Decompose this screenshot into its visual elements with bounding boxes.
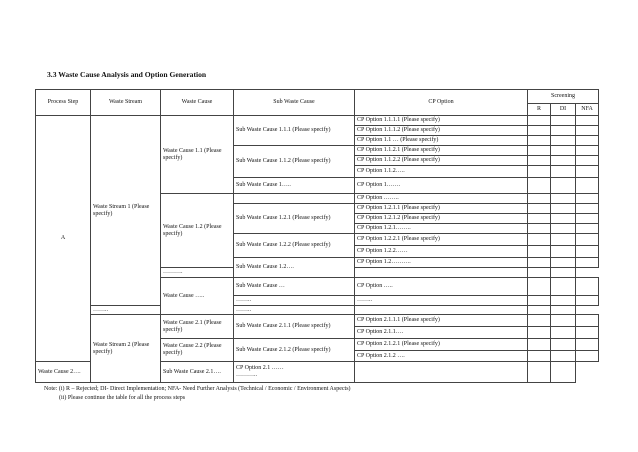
waste-cause-2-2: Waste Cause 2.2 (Please specify) bbox=[161, 339, 234, 362]
screen-nfa[interactable] bbox=[576, 296, 599, 306]
waste-stream-1: Waste Stream 1 (Please specify) bbox=[91, 116, 161, 306]
screen-nfa[interactable] bbox=[576, 327, 599, 339]
screen-nfa[interactable] bbox=[576, 224, 599, 234]
screen-di[interactable] bbox=[551, 339, 576, 351]
screen-nfa[interactable] bbox=[576, 278, 599, 296]
note-line-1: Note: (i) R – Rejected; DI- Direct Implementation; NFA- Need Further Analysis (Technical / Economic / Environment Aspects) bbox=[44, 386, 351, 392]
cp-option: CP Option 1.1.2.1 (Please specify) bbox=[355, 146, 528, 156]
sub-waste-cause-1-x-b: …….. bbox=[91, 306, 161, 315]
cp-option: CP Option 2.1 …… bbox=[236, 365, 284, 371]
header-row bbox=[36, 90, 599, 104]
screen-r[interactable] bbox=[528, 116, 551, 126]
screen-r[interactable] bbox=[528, 234, 551, 246]
screen-di[interactable] bbox=[551, 246, 576, 258]
sub-waste-cause-1-1-2: Sub Waste Cause 1.1.2 (Please specify) bbox=[234, 146, 355, 178]
screen-r[interactable] bbox=[528, 126, 551, 136]
screen-di[interactable] bbox=[551, 351, 576, 362]
cp-option: CP Option ….. bbox=[355, 278, 528, 296]
screen-r[interactable] bbox=[528, 146, 551, 156]
header-waste-cause: Waste Cause bbox=[161, 90, 234, 116]
screen-di[interactable] bbox=[528, 306, 551, 315]
screen-nfa[interactable] bbox=[576, 351, 599, 362]
screen-di[interactable] bbox=[551, 126, 576, 136]
screen-r[interactable] bbox=[528, 246, 551, 258]
screen-di[interactable] bbox=[551, 214, 576, 224]
screen-di[interactable] bbox=[551, 178, 576, 194]
cp-option: CP Option 1.2.1.2 (Please specify) bbox=[355, 214, 528, 224]
screen-nfa[interactable] bbox=[576, 146, 599, 156]
screen-r[interactable] bbox=[528, 327, 551, 339]
header-cp-option: CP Option bbox=[355, 90, 528, 116]
sub-waste-cause-1-2-2: Sub Waste Cause 1.2.2 (Please specify) bbox=[234, 234, 355, 258]
cp-option: CP Option 1.1.2….. bbox=[355, 166, 528, 178]
cp-option: CP Option 2.1.1.1 (Please specify) bbox=[355, 315, 528, 327]
sub-waste-cause-2-1-x: Sub Waste Cause 2.1…. bbox=[161, 362, 234, 383]
cp-option: CP Option 2.1.2 …. bbox=[355, 351, 528, 362]
header-nfa: NFA bbox=[576, 104, 599, 116]
screen-r[interactable] bbox=[528, 166, 551, 178]
cp-option: CP Option 1.2.1.1 (Please specify) bbox=[355, 204, 528, 214]
screen-di[interactable] bbox=[551, 204, 576, 214]
screen-di[interactable] bbox=[551, 136, 576, 146]
cp-option: CP Option …….. bbox=[355, 194, 528, 204]
header-r: R bbox=[528, 104, 551, 116]
screen-di[interactable] bbox=[551, 315, 576, 327]
process-step-cell: A bbox=[36, 116, 91, 362]
waste-cause-1-1: Waste Cause 1.1 (Please specify) bbox=[161, 116, 234, 194]
screen-nfa[interactable] bbox=[576, 194, 599, 204]
cp-option: CP Option 1.2.2.1 (Please specify) bbox=[355, 234, 528, 246]
cp-option: CP Option 1.2.2…… bbox=[355, 246, 528, 258]
screen-nfa[interactable] bbox=[576, 166, 599, 178]
screen-di[interactable] bbox=[551, 116, 576, 126]
table-row bbox=[36, 315, 599, 327]
sub-waste-cause-2-1-2: Sub Waste Cause 2.1.2 (Please specify) bbox=[234, 339, 355, 362]
screen-di[interactable] bbox=[551, 156, 576, 166]
cp-option: CP Option 2.1.1…. bbox=[355, 327, 528, 339]
screen-nfa[interactable] bbox=[576, 156, 599, 166]
note-line-2: (ii) Please continue the table for all the process steps bbox=[59, 395, 186, 401]
screen-nfa[interactable] bbox=[551, 306, 576, 315]
sub-waste-cause-1-1-1: Sub Waste Cause 1.1.1 (Please specify) bbox=[234, 116, 355, 146]
screen-di[interactable] bbox=[551, 224, 576, 234]
screen-nfa[interactable] bbox=[576, 315, 599, 327]
screen-di[interactable] bbox=[528, 268, 551, 278]
waste-stream-2: Waste Stream 2 (Please specify) bbox=[91, 315, 161, 383]
screen-r[interactable] bbox=[528, 296, 551, 306]
screen-r[interactable] bbox=[355, 362, 528, 383]
screen-r[interactable] bbox=[355, 306, 528, 315]
screen-nfa[interactable] bbox=[576, 339, 599, 351]
cp-option: CP Option 1.1.2.2 (Please specify) bbox=[355, 156, 528, 166]
cp-option: CP Option 1……. bbox=[355, 178, 528, 194]
screen-r[interactable] bbox=[528, 204, 551, 214]
screen-r[interactable] bbox=[355, 268, 528, 278]
header-sub-waste-cause: Sub Waste Cause bbox=[234, 90, 355, 116]
screen-nfa[interactable] bbox=[576, 126, 599, 136]
sub-waste-cause-blank bbox=[234, 194, 355, 204]
screen-nfa[interactable] bbox=[551, 362, 576, 383]
screen-r[interactable] bbox=[528, 214, 551, 224]
cp-option-stack bbox=[234, 362, 355, 383]
waste-cause-1-x: Waste Cause ….. bbox=[161, 278, 234, 315]
screen-nfa[interactable] bbox=[576, 214, 599, 224]
screen-r[interactable] bbox=[528, 351, 551, 362]
screen-r[interactable] bbox=[528, 194, 551, 204]
cp-option: CP Option 1.2.1…….. bbox=[355, 224, 528, 234]
sub-waste-cause-1-x-a: …….. bbox=[234, 296, 355, 306]
screen-di[interactable] bbox=[551, 146, 576, 156]
header-waste-stream: Waste Stream bbox=[91, 90, 161, 116]
header-di: DI bbox=[551, 104, 576, 116]
screen-di[interactable] bbox=[551, 194, 576, 204]
cp-option: CP Option 1.2………. bbox=[355, 258, 528, 268]
screen-r[interactable] bbox=[528, 136, 551, 146]
screen-nfa[interactable] bbox=[576, 116, 599, 126]
table-row bbox=[36, 306, 599, 315]
screen-nfa[interactable] bbox=[576, 258, 599, 268]
cp-option: CP Option 1.1.1.2 (Please specify) bbox=[355, 126, 528, 136]
table-note bbox=[44, 385, 351, 403]
sub-waste-cause-2-1-1: Sub Waste Cause 2.1.1 (Please specify) bbox=[234, 315, 355, 339]
screen-nfa[interactable] bbox=[551, 268, 576, 278]
screen-r[interactable] bbox=[528, 224, 551, 234]
screen-nfa[interactable] bbox=[576, 136, 599, 146]
cp-option: CP Option 1.1 … (Please specify) bbox=[355, 136, 528, 146]
screen-nfa[interactable] bbox=[576, 178, 599, 194]
screen-di[interactable] bbox=[551, 296, 576, 306]
cp-option: ………. bbox=[161, 268, 234, 278]
screen-nfa[interactable] bbox=[576, 234, 599, 246]
cp-option: …….. bbox=[355, 296, 528, 306]
sub-waste-cause-1-2-x: Sub Waste Cause 1.2…. bbox=[234, 258, 355, 278]
sub-waste-cause-1-2-1: Sub Waste Cause 1.2.1 (Please specify) bbox=[234, 204, 355, 234]
screen-di[interactable] bbox=[551, 278, 576, 296]
screen-nfa[interactable] bbox=[576, 204, 599, 214]
screen-nfa[interactable] bbox=[576, 246, 599, 258]
screen-r[interactable] bbox=[528, 339, 551, 351]
waste-cause-table bbox=[35, 89, 599, 383]
waste-cause-2-1: Waste Cause 2.1 (Please specify) bbox=[161, 315, 234, 339]
cp-option: CP Option 1.1.1.1 (Please specify) bbox=[355, 116, 528, 126]
sub-waste-cause-1-1-x: Sub Waste Cause 1….. bbox=[234, 178, 355, 194]
screen-di[interactable] bbox=[551, 166, 576, 178]
screen-r[interactable] bbox=[528, 178, 551, 194]
cp-option: …….. bbox=[234, 306, 355, 315]
screen-di[interactable] bbox=[551, 258, 576, 268]
waste-cause-1-2: Waste Cause 1.2 (Please specify) bbox=[161, 194, 234, 268]
screen-di[interactable] bbox=[528, 362, 551, 383]
screen-r[interactable] bbox=[528, 278, 551, 296]
sub-waste-cause-1-x: Sub Waste Cause … bbox=[234, 278, 355, 296]
header-screening: Screening bbox=[528, 90, 599, 104]
header-process-step: Process Step bbox=[36, 90, 91, 116]
screen-di[interactable] bbox=[551, 327, 576, 339]
screen-r[interactable] bbox=[528, 258, 551, 268]
cp-option: CP Option 2.1.2.1 (Please specify) bbox=[355, 339, 528, 351]
screen-r[interactable] bbox=[528, 315, 551, 327]
table-row bbox=[36, 116, 599, 126]
cp-option: ……….. bbox=[236, 372, 257, 378]
waste-cause-2-x: Waste Cause 2…. bbox=[36, 362, 91, 383]
screen-di[interactable] bbox=[551, 234, 576, 246]
screen-r[interactable] bbox=[528, 156, 551, 166]
section-heading: 3.3 Waste Cause Analysis and Option Generation bbox=[47, 70, 207, 79]
